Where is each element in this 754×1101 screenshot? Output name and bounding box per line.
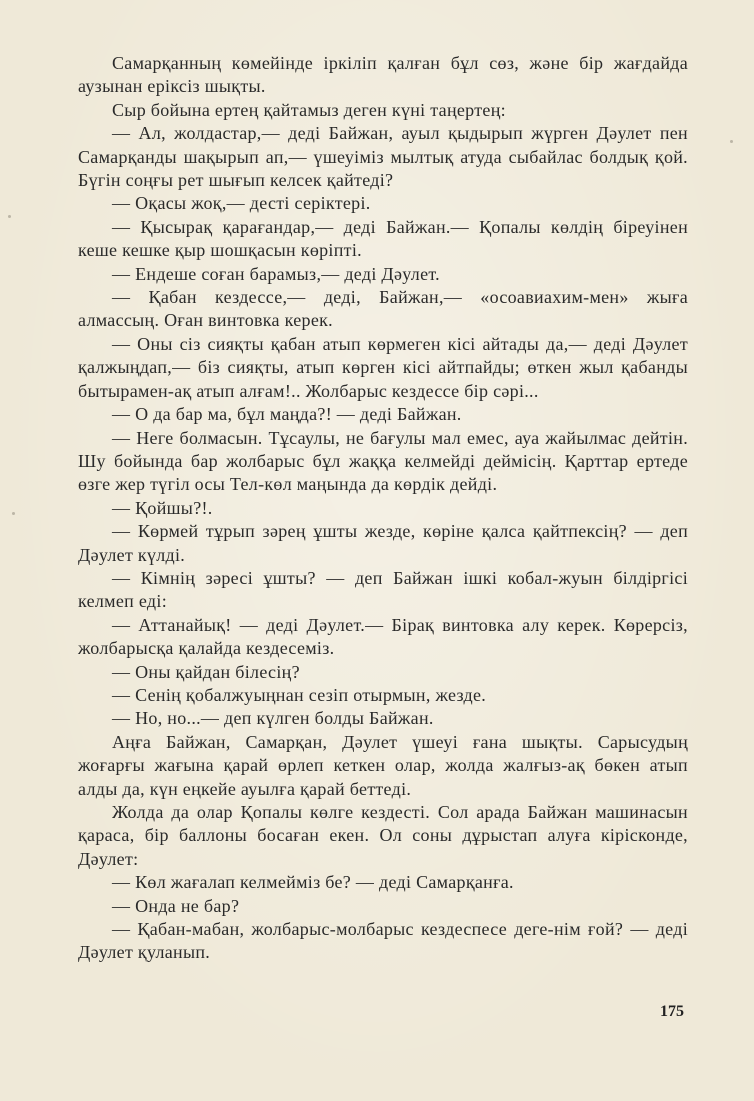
paragraph: Сыр бойына ертең қайтамыз деген күні таңертең: — [112, 99, 506, 120]
paragraph: — Қабан-мабан, жолбарыс-молбарыс кездеспесе деге-нім ғой? — деді Дәулет қуланып. — [78, 919, 688, 963]
paragraph: Самарқанның көмейінде іркіліп қалған бұл сөз, және бір жағдайда аузынан еріксіз шықты. — [78, 53, 688, 97]
page-number: 175 — [660, 1003, 684, 1020]
paragraph: — О да бар ма, бұл маңда?! — деді Байжан. — [112, 404, 462, 425]
paragraph: — Сенің қобалжуыңнан сезіп отырмын, жезде. — [112, 684, 487, 705]
paragraph: — Оқасы жоқ,— десті серіктері. — [112, 193, 371, 214]
paragraph: — Ал, жолдастар,— деді Байжан, ауыл қыдырып жүрген Дәулет пен Самарқанды шақырып ап,— үшеуіміз мылтық атуда сыбайлас болдық қой. Бүгін соңғы рет шығып келсек қайтеді? — [78, 123, 688, 191]
paragraph: Жолда да олар Қопалы көлге кездесті. Сол арада Байжан машинасын қараса, бір баллоны босаған екен. Ол соны дұрыстап алуға кірісконде, Дәулет: — [78, 802, 688, 869]
paper-speck — [8, 215, 11, 218]
paragraph: — Ендеше соған барамыз,— деді Дәулет. — [112, 263, 440, 284]
paragraph: — Оны қайдан білесің? — [112, 661, 300, 682]
paragraph: — Оны сіз сияқты қабан атып көрмеген кісі айтады да,— деді Дәулет қалжыңдап,— біз сияқты, атып көрген кісі айтпайды; өткен жыл қабанды бытырамен-ақ атып алғам!.. Жолбарыс кездессе бір сәрі... — [78, 333, 688, 401]
paragraph: Аңға Байжан, Самарқан, Дәулет үшеуі ғана шықты. Сарысудың жоғарғы жағына қарай өрлеп кеткен олар, жолда жалғыз-ақ бөкен атып алды да, күн еңкейе ауылға қарай беттеді. — [78, 731, 688, 799]
paragraph: — Кімнің зәресі ұшты? — деп Байжан ішкі кобал-жуын білдіргісі келмеп еді: — [78, 567, 688, 612]
paragraph: — Қысырақ қарағандар,— деді Байжан.— Қопалы көлдің біреуінен кеше кешке қыр шошқасын көріпті. — [78, 216, 688, 261]
paragraph: — Аттанайық! — деді Дәулет.— Бірақ винтовка алу керек. Көрерсіз, жолбарысқа қалайда кездесеміз. — [78, 614, 688, 659]
paragraph: — Неге болмасын. Тұсаулы, не бағулы мал емес, ауа жайылмас дейтін. Шу бойында бар жолбарыс бұл жаққа келмейді деймісің. Қарттар ертеде өзге жер түгіл осы Тел-көл маңында да көрдік дейді. — [78, 427, 688, 495]
paper-speck — [730, 140, 733, 143]
body-text — [78, 52, 688, 965]
paragraph: — Қойшы?!. — [112, 497, 213, 518]
paragraph: — Қабан кездессе,— деді, Байжан,— «осоавиахим-мен» жыға алмассың. Оған винтовка керек. — [78, 287, 688, 331]
paragraph: — Көрмей тұрып зәрең ұшты жезде, көріне қалса қайтпексің? — деп Дәулет күлді. — [78, 521, 688, 565]
paragraph: — Онда не бар? — [112, 895, 240, 916]
paper-speck — [12, 512, 15, 515]
paragraph: — Но, но...— деп күлген болды Байжан. — [112, 708, 434, 729]
paragraph: — Көл жағалап келмейміз бе? — деді Самарқанға. — [112, 872, 514, 893]
